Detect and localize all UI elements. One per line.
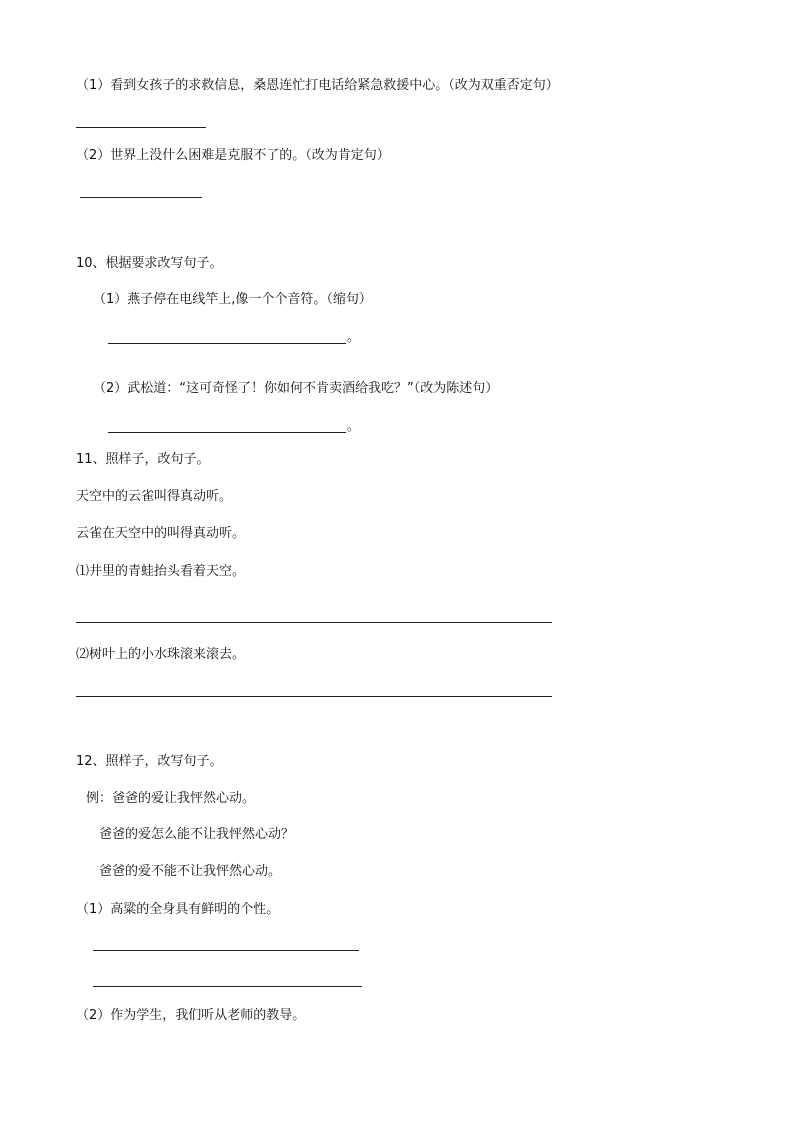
- question-12-item-2: （2）作为学生，我们听从老师的教导。: [76, 1008, 306, 1023]
- answer-line-10-1[interactable]: [108, 343, 346, 344]
- period-mark: 。: [347, 419, 361, 434]
- question-12-example-label: 例：爸爸的爱让我怦然心动。: [86, 791, 256, 806]
- period-mark: 。: [347, 330, 361, 345]
- answer-line-10-2[interactable]: [108, 432, 346, 433]
- question-12-example-line-2: 爸爸的爱不能不让我怦然心动。: [99, 864, 282, 879]
- question-10-item-2: （2）武松道：“这可奇怪了！你如何不肯卖酒给我吃？”（改为陈述句）: [93, 381, 499, 396]
- question-12-item-1: （1）高粱的全身具有鲜明的个性。: [76, 902, 280, 917]
- question-11-item-1: ⑴井里的青蛙抬头看着天空。: [76, 564, 246, 579]
- answer-line-9-2[interactable]: [80, 197, 202, 198]
- question-10-heading: 10、根据要求改写句子。: [76, 256, 223, 271]
- question-12-example-line-1: 爸爸的爱怎么能不让我怦然心动？: [99, 827, 295, 842]
- answer-line-11-2[interactable]: [76, 696, 552, 697]
- answer-line-9-1[interactable]: [76, 127, 206, 128]
- question-11-example-2: 云雀在天空中的叫得真动听。: [76, 526, 246, 541]
- question-11-item-2: ⑵树叶上的小水珠滚来滚去。: [76, 647, 246, 662]
- answer-line-12-1b[interactable]: [93, 986, 362, 987]
- question-12-heading: 12、照样子，改写句子。: [76, 754, 223, 769]
- question-9-item-1: （1）看到女孩子的求救信息，桑恩连忙打电话给紧急救援中心。（改为双重否定句）: [76, 78, 559, 93]
- question-11-heading: 11、照样子，改句子。: [76, 452, 210, 467]
- question-11-example-1: 天空中的云雀叫得真动听。: [76, 489, 233, 504]
- question-9-item-2: （2）世界上没什么困难是克服不了的。（改为肯定句）: [76, 148, 390, 163]
- answer-line-12-1a[interactable]: [93, 950, 359, 951]
- question-10-item-1: （1）燕子停在电线竿上,像一个个音符。（缩句）: [93, 292, 372, 307]
- answer-line-11-1[interactable]: [76, 622, 552, 623]
